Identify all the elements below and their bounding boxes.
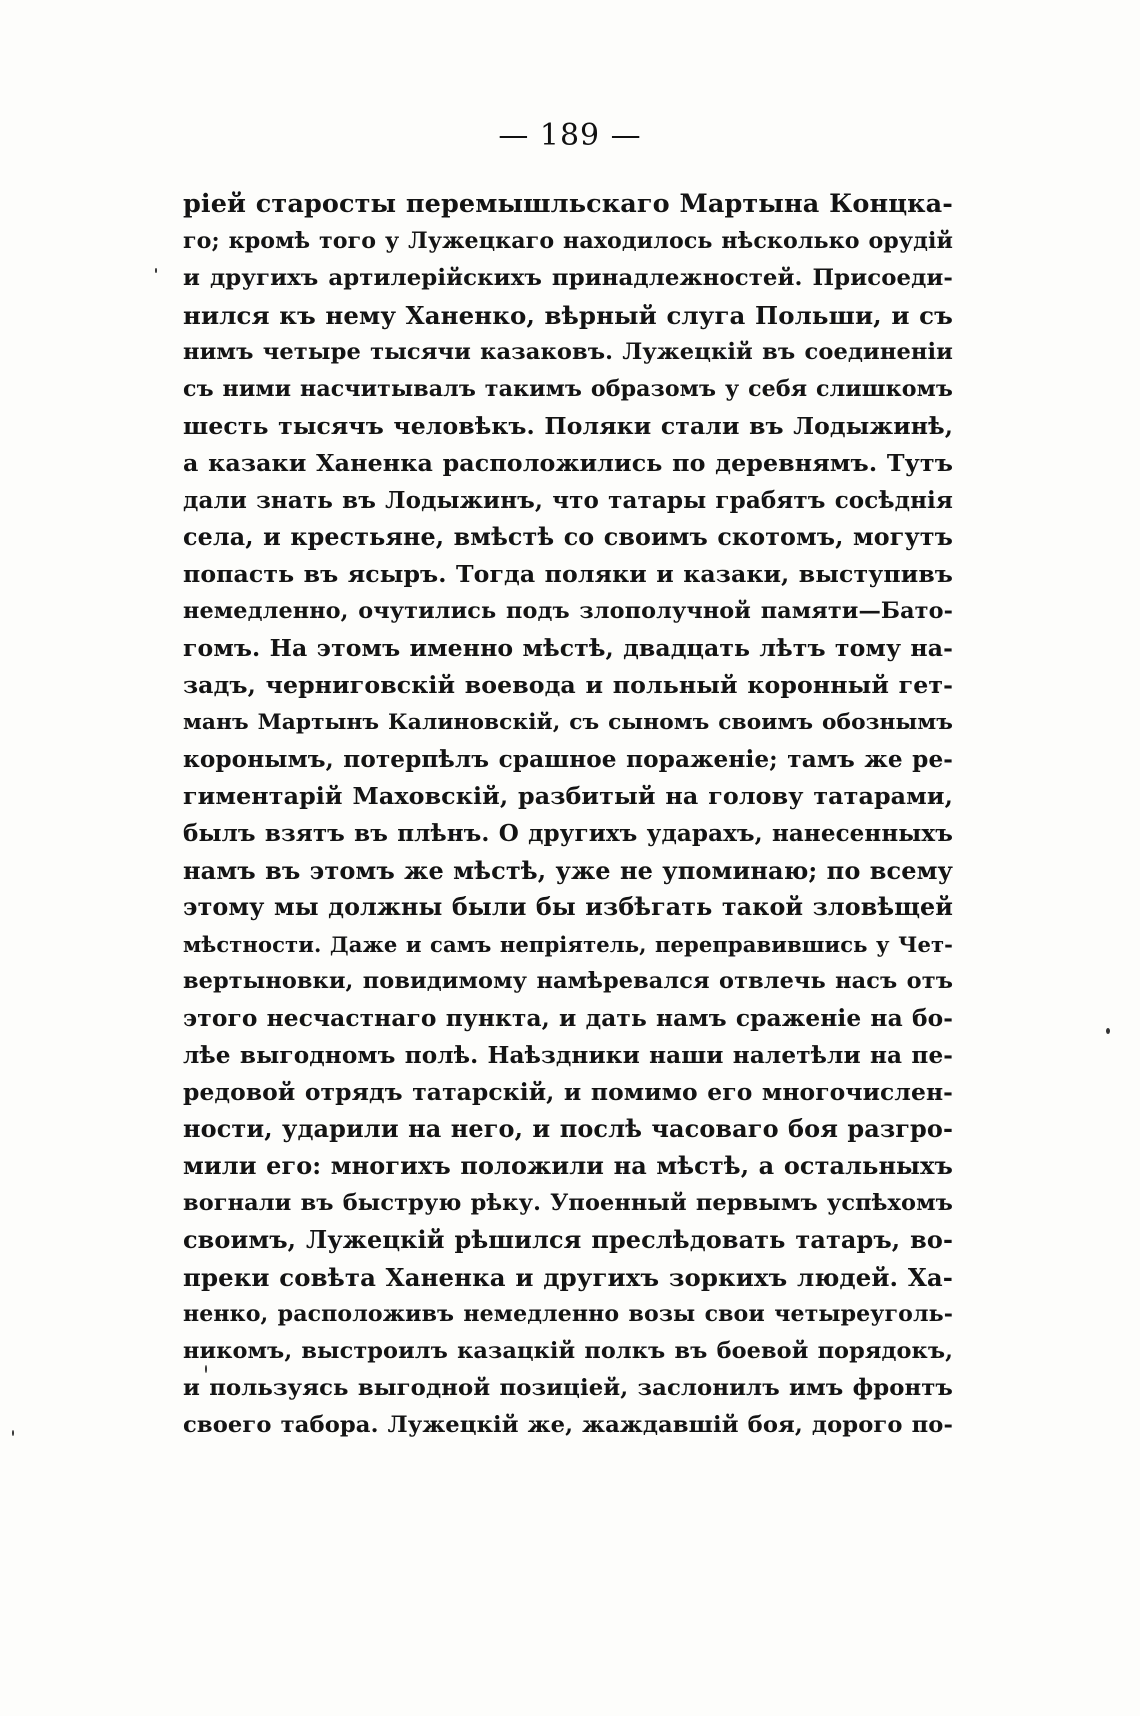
text-line: вертыновки, повидимому намѣревался отвлечь насъ отъ — [183, 968, 953, 994]
text-line: а казаки Ханенка расположились по деревнямъ. Тутъ — [183, 449, 953, 477]
text-line: преки совѣта Ханенка и другихъ зоркихъ людей. Ха- — [183, 1263, 953, 1292]
text-line: села, и крестьяне, вмѣстѣ со своимъ скотомъ, могутъ — [183, 523, 953, 551]
text-line: своего табора. Лужецкій же, жаждавшій боя, дорого по- — [183, 1412, 953, 1438]
text-line: съ ними насчитывалъ такимъ образомъ у себя слишкомъ — [183, 376, 953, 402]
text-line: этого несчастнаго пункта, и дать намъ сраженіе на бо- — [183, 1005, 953, 1032]
text-line: и другихъ артилерійскихъ принадлежностей. Присоеди- — [183, 265, 953, 291]
text-line: задъ, черниговскій воевода и польный коронный гет- — [183, 671, 953, 699]
text-line: мѣстности. Даже и самъ непріятель, переправившись у Чет- — [183, 932, 953, 957]
text-line: своимъ, Лужецкій рѣшился преслѣдовать татаръ, во- — [183, 1226, 953, 1254]
text-line: намъ въ этомъ же мѣстѣ, уже не упоминаю; по всему — [183, 856, 953, 885]
text-line: коронымъ, потерпѣлъ срашное пораженіе; тамъ же ре- — [183, 746, 953, 773]
scan-speck — [12, 1430, 14, 1436]
scan-speck — [155, 268, 157, 273]
text-line: шесть тысячъ человѣкъ. Поляки стали въ Лодыжинѣ, — [183, 412, 953, 440]
scan-speck — [1106, 1028, 1110, 1034]
text-line: мили его: многихъ положили на мѣстѣ, а остальныхъ — [183, 1152, 953, 1180]
text-line: ности, ударили на него, и послѣ часоваго боя разгро- — [183, 1115, 953, 1143]
text-line: нился къ нему Ханенко, вѣрный слуга Польши, и съ — [183, 301, 953, 330]
text-line: гиментарій Маховскій, разбитый на голову татарами, — [183, 782, 953, 810]
text-line: этому мы должны были бы избѣгать такой зловѣщей — [183, 893, 953, 921]
text-line: нимъ четыре тысячи казаковъ. Лужецкій въ соединеніи — [183, 339, 953, 365]
text-line: ненко, расположивъ немедленно возы свои четыреуголь- — [183, 1301, 953, 1327]
text-line: былъ взятъ въ плѣнъ. О другихъ ударахъ, нанесенныхъ — [183, 820, 953, 847]
text-line: го; кромѣ того у Лужецкаго находилось нѣсколько орудій — [183, 228, 953, 254]
text-line: попасть въ ясыръ. Тогда поляки и казаки, выступивъ — [183, 560, 953, 588]
text-line: лѣе выгодномъ полѣ. Наѣздники наши налетѣли на пе- — [183, 1042, 953, 1069]
text-line: вогнали въ быструю рѣку. Упоенный первымъ успѣхомъ — [183, 1190, 953, 1216]
scan-speck — [205, 1365, 207, 1373]
text-line: ріей старосты перемышльскаго Мартына Концка- — [183, 189, 953, 219]
text-line: манъ Мартынъ Калиновскій, съ сыномъ своимъ обознымъ — [183, 710, 953, 735]
text-line: и пользуясь выгодной позиціей, заслонилъ имъ фронтъ — [183, 1375, 953, 1401]
text-line: гомъ. На этомъ именно мѣстѣ, двадцать лѣтъ тому на- — [183, 634, 953, 662]
page-number: — 189 — — [498, 118, 642, 153]
body-text — [183, 186, 953, 1444]
text-line: немедленно, очутились подъ злополучной памяти—Бато- — [183, 598, 953, 624]
text-line: дали знать въ Лодыжинъ, что татары грабятъ сосѣднія — [183, 487, 953, 514]
text-line: редовой отрядъ татарскій, и помимо его многочислен- — [183, 1078, 953, 1106]
text-line: никомъ, выстроилъ казацкій полкъ въ боевой порядокъ, — [183, 1338, 953, 1364]
